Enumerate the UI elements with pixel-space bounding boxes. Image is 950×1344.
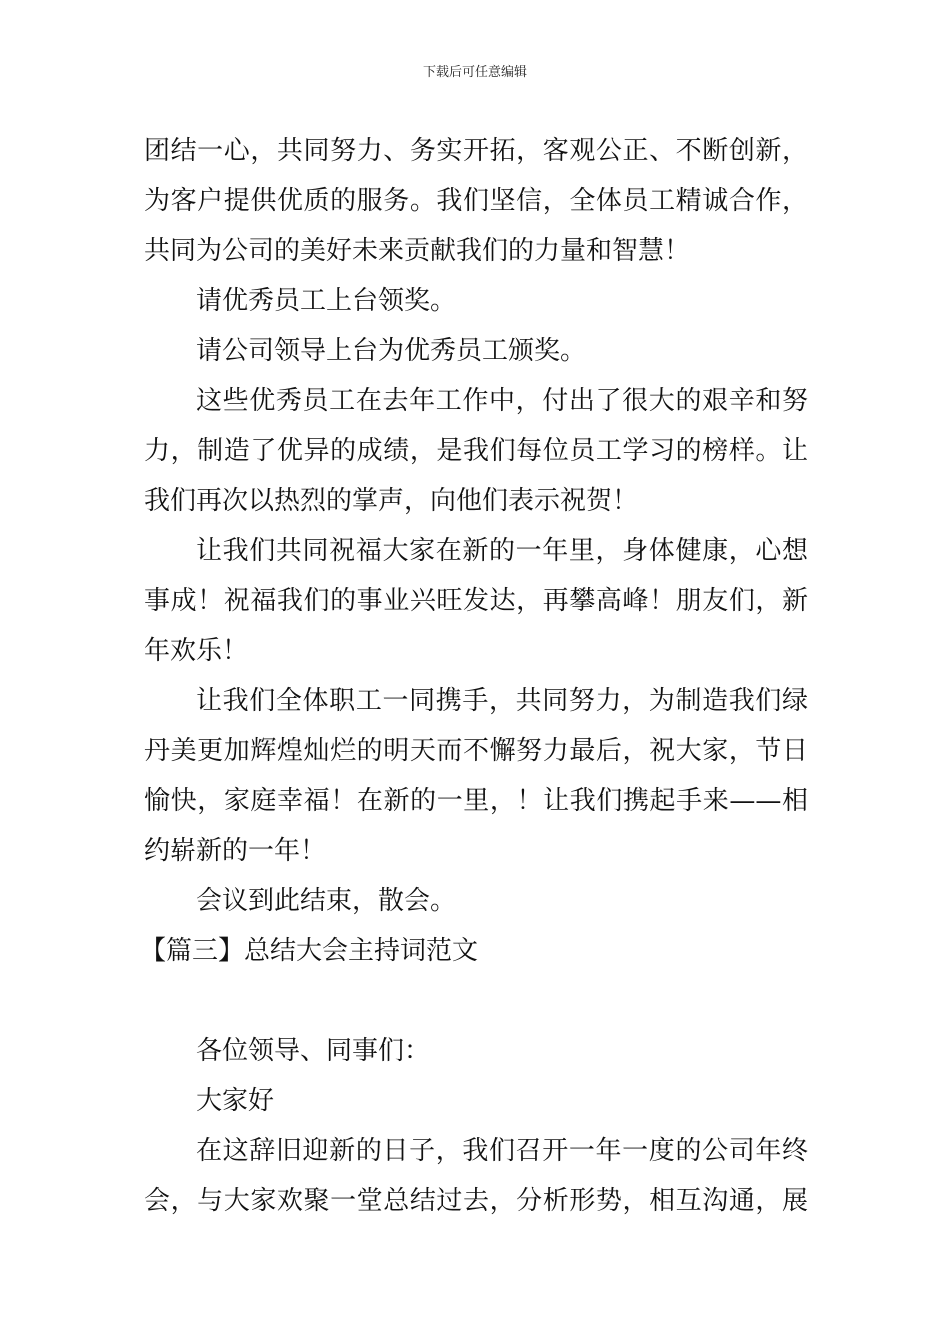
paragraph [144, 1076, 808, 1126]
text-line: 各位领导、同事们： [196, 1036, 431, 1066]
section-heading: 【篇三】总结大会主持词范文 [140, 936, 479, 966]
paragraph [144, 526, 808, 676]
document-part-two [144, 1026, 808, 1226]
paragraph [144, 1026, 808, 1076]
text-line: 请优秀员工上台领奖。 [196, 286, 457, 316]
text-line: 这些优秀员工在去年工作中，付出了很大的艰辛和努 [196, 386, 808, 416]
text-line: 会议到此结束，散会。 [196, 886, 457, 916]
text-line: 让我们全体职工一同携手，共同努力，为制造我们绿 [196, 686, 808, 716]
page-header-note: 下载后可任意编辑 [422, 65, 527, 80]
paragraph [144, 376, 808, 526]
text-line: 请公司领导上台为优秀员工颁奖。 [196, 336, 587, 366]
text-line: 为客户提供优质的服务。我们坚信，全体员工精诚合作， [144, 186, 808, 216]
text-line: 力，制造了优异的成绩，是我们每位员工学习的榜样。让 [144, 436, 808, 466]
paragraph [144, 1126, 808, 1226]
document-body [140, 126, 808, 1226]
text-line: 在这辞旧迎新的日子，我们召开一年一度的公司年终 [196, 1136, 808, 1166]
text-line: 让我们共同祝福大家在新的一年里，身体健康，心想 [196, 536, 808, 566]
paragraph [144, 676, 808, 876]
paragraph [144, 326, 808, 376]
text-line: 会，与大家欢聚一堂总结过去，分析形势，相互沟通，展 [144, 1186, 808, 1216]
text-line: 丹美更加辉煌灿烂的明天而不懈努力最后，祝大家，节日 [144, 736, 808, 766]
text-line: 愉快，家庭幸福！在新的一里，！让我们携起手来——相 [144, 786, 808, 816]
text-line: 约崭新的一年！ [144, 836, 327, 866]
text-line: 我们再次以热烈的掌声，向他们表示祝贺！ [144, 486, 639, 516]
paragraph [144, 276, 808, 326]
blank-line [144, 976, 808, 1026]
paragraph [144, 876, 808, 926]
text-line: 事成！祝福我们的事业兴旺发达，再攀高峰！朋友们，新 [144, 586, 808, 616]
text-line: 年欢乐！ [144, 636, 249, 666]
paragraph [144, 126, 808, 276]
text-line: 共同为公司的美好未来贡献我们的力量和智慧！ [144, 236, 691, 266]
text-line: 大家好 [196, 1086, 275, 1116]
text-line: 团结一心，共同努力、务实开拓，客观公正、不断创新， [144, 136, 808, 166]
document-part-one [144, 126, 808, 926]
